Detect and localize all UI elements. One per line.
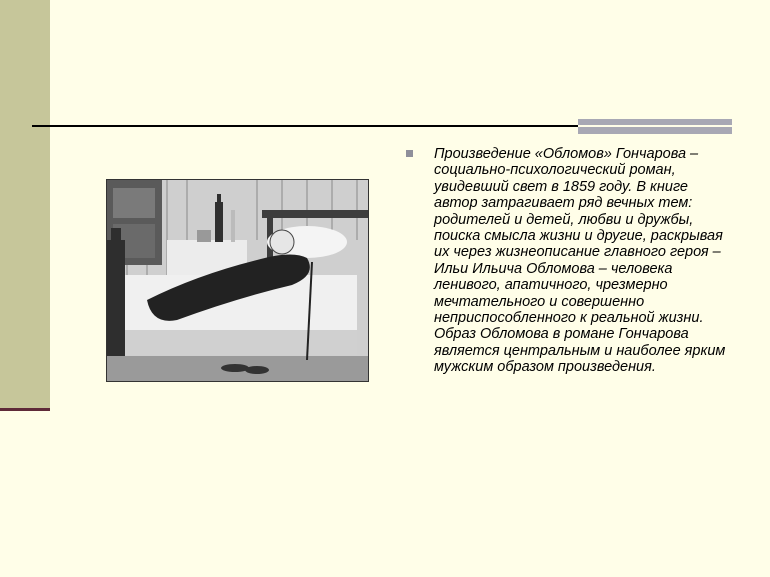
oblomov-illustration — [106, 179, 369, 382]
square-bullet-icon — [406, 150, 413, 157]
accent-bar — [578, 119, 732, 134]
side-decor-band — [0, 0, 50, 408]
side-decor-band-edge — [0, 408, 50, 411]
body-paragraph: Произведение «Обломов» Гончарова – социально-психологический роман, увидевший свет в 1859 году. В книге автор затрагивает ряд вечных тем: родителей и детей, любви и дружбы, поиска смысла жизни и другие, раскрывая их через жизнеописание главного героя – Ильи Ильича Обломова – человека ленивого, апатичного, чрезмерно мечтательного и совершенно неприспособленного к реальной жизни. Образ Обломова в романе Гончарова является центральным и наиболее ярким мужским образом произведения. — [434, 146, 726, 376]
